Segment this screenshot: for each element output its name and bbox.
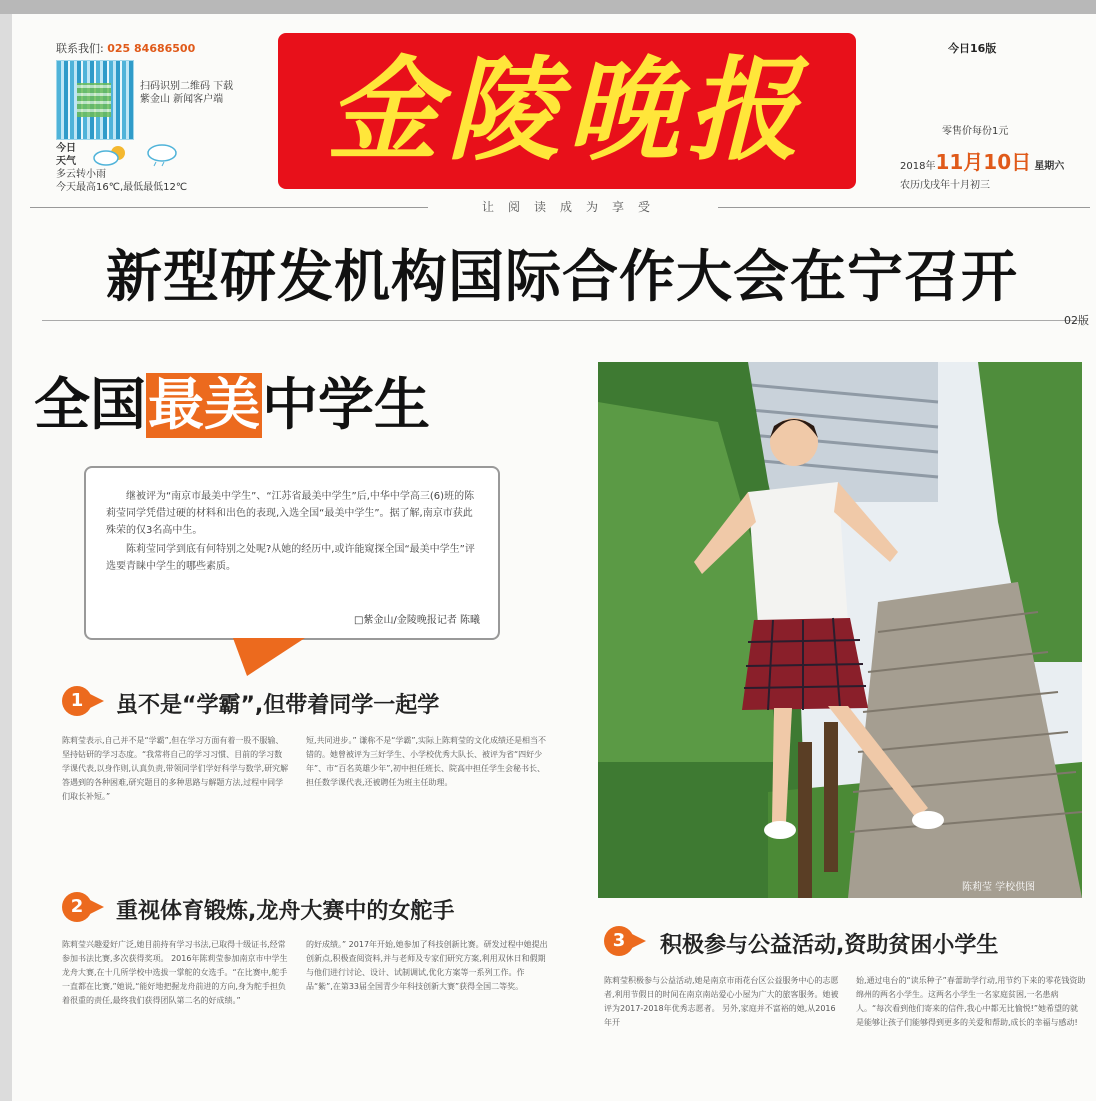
section-2-column-2: 的好成绩。” 2017年开始,她参加了科技创新比赛。研发过程中她提出创新点,积极查阅资料,并与老师及专家们研究方案,利用双休日和假期与他们进行讨论、设计、试制调试,优化方案等一系列工作。作品“紫”,在第33届全国青少年科技创新大赛”获得全国二等奖。 bbox=[306, 940, 548, 991]
edition-count: 今日16版 bbox=[948, 42, 997, 55]
student-photo bbox=[598, 362, 1082, 898]
section-1-column-1: 陈莉莹表示,自己并不是“学霸”,但在学习方面有着一股不服输、坚持钻研的学习态度。“我常将自己的学习习惯、目前的学习数学课代表,以身作则,认真负责,带领同学们学好科学与数学,研究解答遇到的各种困难,研究题目的多种思路与解题方法,过程中同学们取长补短。” bbox=[62, 736, 289, 801]
masthead-title: 金陵晚报 bbox=[327, 45, 807, 176]
section-1-title[interactable]: 虽不是“学霸”,但带着同学一起学 bbox=[116, 693, 440, 718]
weather-label: 今日天气 bbox=[56, 143, 76, 167]
issue-date bbox=[900, 146, 1064, 175]
section-2-title[interactable]: 重视体育锻炼,龙舟大赛中的女舵手 bbox=[116, 899, 455, 924]
lead-paragraph-2: 陈莉莹同学到底有何特别之处呢?从她的经历中,或许能窥探全国“最美中学生”评选要青睐中学生的哪些素质。 bbox=[106, 544, 475, 572]
section-3-column-2: 始,通过电台的“读乐种子”春蕾助学行动,用节约下来的零花钱资助绵州的两名小学生。这两名小学生一名家庭贫困,一名患病人。“每次看到他们寄来的信件,我心中都无比愉悦!”她希望的就是能够让孩子们能够得到更多的关爱和帮助,成长的幸福与感动! bbox=[856, 976, 1086, 1027]
lead-paragraph-1: 继被评为“南京市最美中学生”、“江苏省最美中学生”后,中华中学高三(6)班的陈莉莹同学凭借过硬的材料和出色的表现,入选全国“最美中学生”。据了解,南京市获此殊荣的仅3名高中生。 bbox=[106, 491, 475, 536]
price-label: 零售价每份1元 bbox=[942, 126, 1009, 137]
top-scroll-bar bbox=[0, 0, 1096, 14]
section-title-part2: 中学生 bbox=[262, 373, 430, 438]
section-2-column-1: 陈莉莹兴趣爱好广泛,她目前持有学习书法,已取得十级证书,经常参加书法比赛,多次获得奖项。 2016年陈莉莹参加南京市中学生龙舟大赛,在十几所学校中选拔一掌舵的女选手。“在比赛中,舵手一直都在比赛,”她说,“能好地把握龙舟前进的方向,身为舵手担负着很重的责任,最终我们获得团队第二名的好成绩。” bbox=[62, 940, 288, 1005]
lead-byline: □紫金山/金陵晚报记者 陈曦 bbox=[354, 615, 480, 626]
section-title bbox=[34, 366, 430, 446]
weather-box bbox=[56, 142, 246, 194]
section-3-title[interactable]: 积极参与公益活动,资助贫困小学生 bbox=[660, 933, 999, 958]
weather-detail: 多云转小雨 bbox=[56, 169, 106, 180]
lead-pointer bbox=[211, 638, 305, 676]
weather-temperature: 今天最高16℃,最低最低12℃ bbox=[56, 182, 188, 193]
slogan: 让阅读成为享受 bbox=[428, 198, 718, 215]
qr-caption: 扫码识别二维码 下载紫金山 新闻客户端 bbox=[140, 81, 234, 105]
rain-cloud-icon bbox=[144, 143, 180, 167]
photo-caption: 陈莉莹 学校供图 bbox=[962, 882, 1036, 893]
lunar-date: 农历戊戌年十月初三 bbox=[900, 180, 990, 191]
section-title-part1: 全国 bbox=[34, 373, 146, 438]
date-weekday: 星期六 bbox=[1034, 161, 1065, 172]
section-1-number: 1 bbox=[62, 686, 92, 716]
masthead-banner bbox=[278, 33, 856, 189]
section-title-highlight: 最美 bbox=[148, 373, 260, 438]
date-year: 2018年 bbox=[900, 161, 936, 172]
photo-illustration bbox=[598, 362, 1082, 898]
section-2-number: 2 bbox=[62, 892, 92, 922]
contact-phone: 025 84686500 bbox=[107, 42, 196, 55]
contact-line bbox=[56, 40, 195, 56]
front-headline[interactable]: 新型研发机构国际合作大会在宁召开 bbox=[106, 245, 1018, 310]
headline-page-ref: 02版 bbox=[1064, 314, 1089, 327]
headline-rule bbox=[42, 320, 1088, 321]
contact-label: 联系我们: bbox=[56, 42, 104, 55]
newspaper-page bbox=[12, 14, 1096, 1101]
date-month-day: 11月10日 bbox=[935, 150, 1032, 174]
lead-box bbox=[84, 466, 500, 640]
section-1-column-2: 短,共同进步。” 谦称不是“学霸”,实际上陈莉莹的文化成绩还是相当不错的。她曾被评为三好学生、小学校优秀大队长、被评为省“四好少年”、市“百名英雄少年”,初中担任班长、院高中担任学生会秘书长、担任数学课代表,还被聘任为班主任助理。 bbox=[306, 736, 547, 787]
section-3-column-1: 陈莉莹积极参与公益活动,她是南京市雨花台区公益服务中心的志愿者,利用节假日的时间在南京南站爱心小屋为广大的旅客服务。她被评为2017-2018年优秀志愿者。 另外,家庭并不富裕的她,从2016年开 bbox=[604, 976, 839, 1027]
qr-code[interactable] bbox=[56, 60, 134, 140]
cloud-sun-icon bbox=[90, 143, 136, 167]
section-3-number: 3 bbox=[604, 926, 634, 956]
